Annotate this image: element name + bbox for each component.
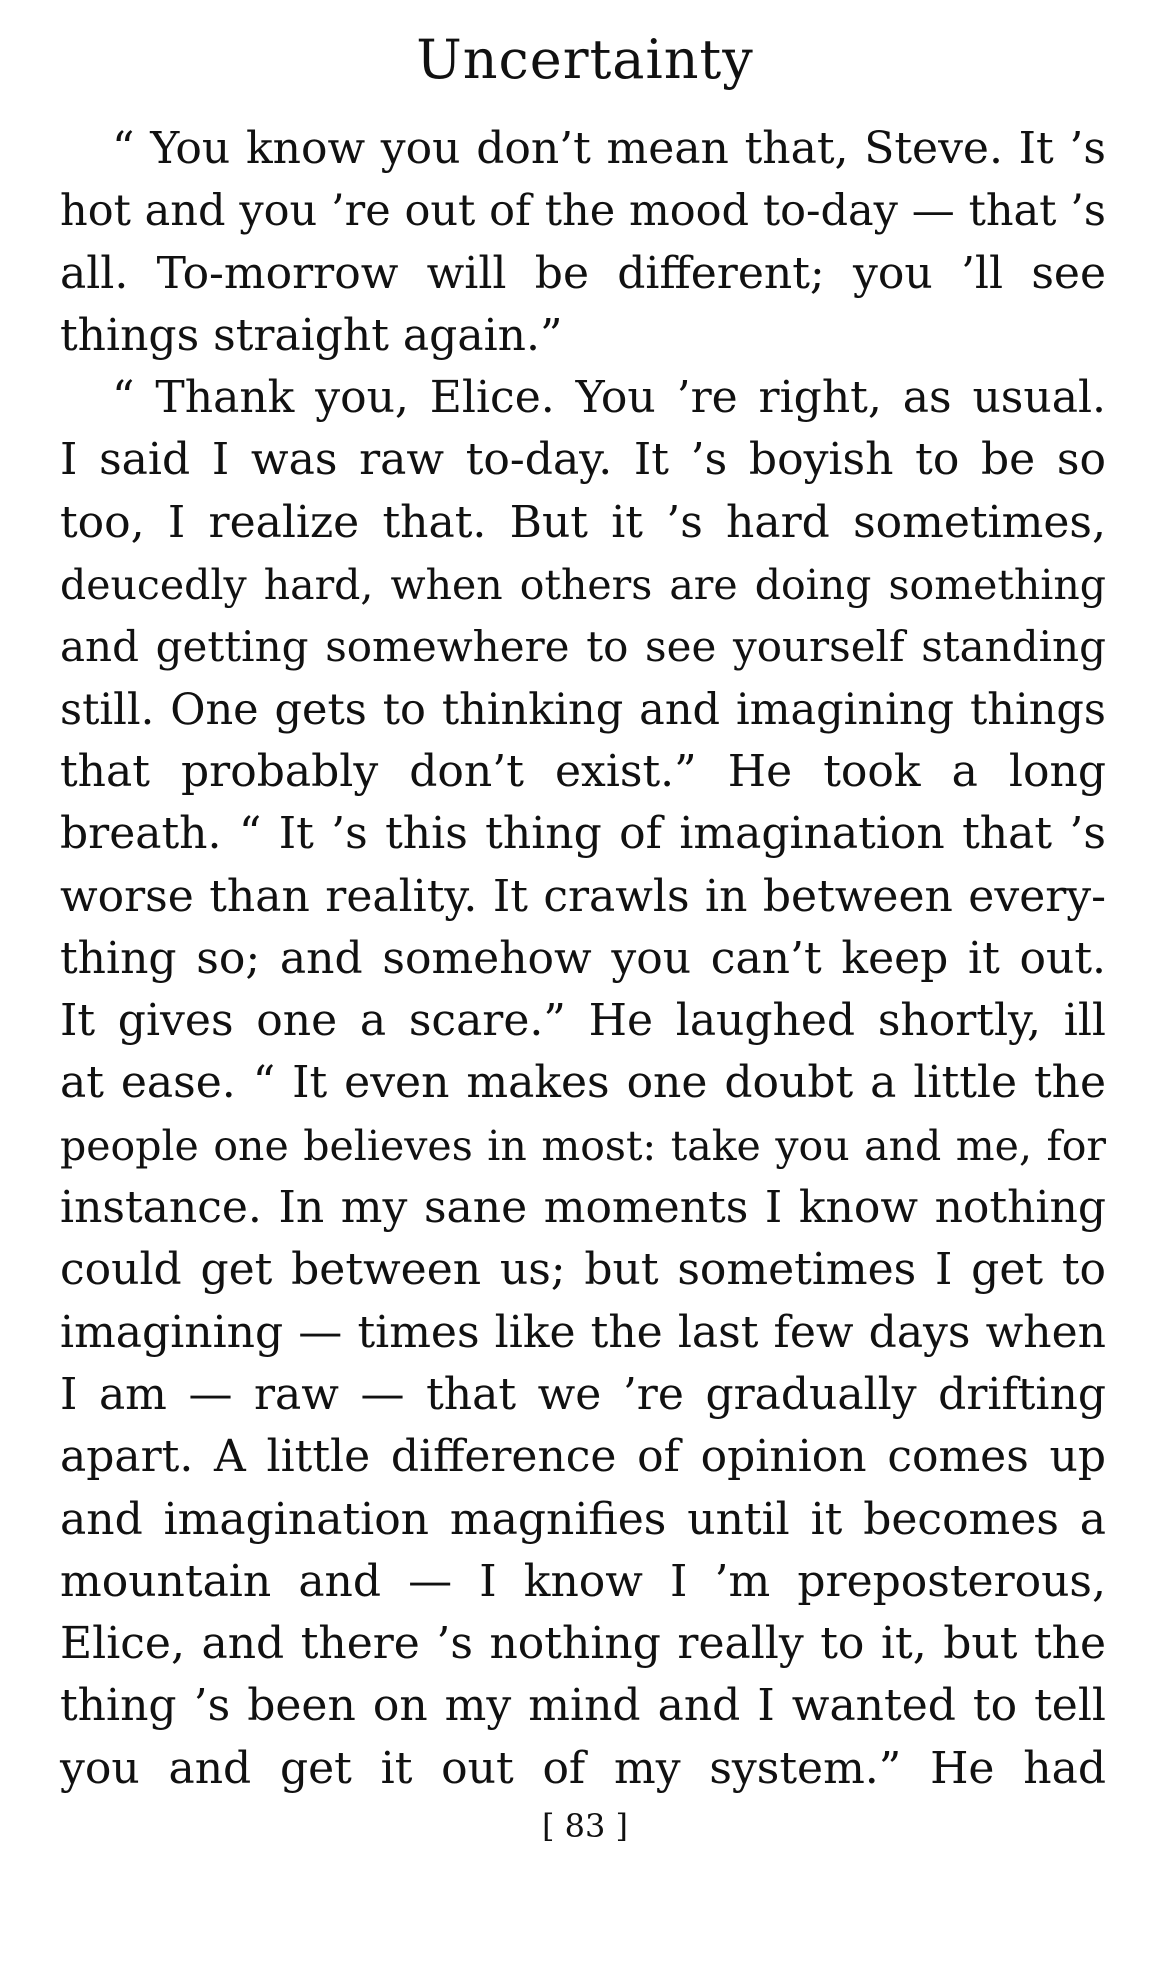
text-line: thing ’s been on my mind and I wanted to tell xyxy=(60,1680,1106,1732)
text-line: I am — raw — that we ’re gradually drifting xyxy=(60,1368,1106,1420)
text-line: thing so; and somehow you can’t keep it out. xyxy=(60,932,1106,984)
text-line: all. To-morrow will be different; you ’ll see xyxy=(60,247,1106,299)
page-number: [ 83 ] xyxy=(541,1807,629,1845)
text-line: still. One gets to thinking and imagining things xyxy=(60,684,1106,735)
text-line: and getting somewhere to see yourself standing xyxy=(60,622,1106,672)
text-line: at ease. “ It even makes one doubt a little the xyxy=(60,1057,1106,1109)
text-line: could get between us; but sometimes I get to xyxy=(60,1244,1106,1296)
text-line: I said I was raw to-day. It ’s boyish to be so xyxy=(60,434,1106,486)
text-line: people one believes in most: take you and me, for xyxy=(60,1121,1106,1170)
text-line: “ Thank you, Elice. You ’re right, as usual. xyxy=(112,372,1106,424)
text-line: Elice, and there ’s nothing really to it, but the xyxy=(60,1618,1106,1670)
text-line: It gives one a scare.” He laughed shortly, ill xyxy=(60,995,1106,1047)
text-line: instance. In my sane moments I know nothing xyxy=(60,1182,1106,1234)
text-line: that probably don’t exist.” He took a long xyxy=(60,745,1106,797)
text-line: and imagination magnifies until it becomes a xyxy=(60,1493,1106,1545)
text-line: breath. “ It ’s this thing of imagination that ’s xyxy=(60,808,1106,860)
text-line: hot and you ’re out of the mood to-day — that ’s xyxy=(60,186,1106,237)
body-text xyxy=(60,118,1106,1800)
text-line: imagining — times like the last few days when xyxy=(60,1306,1106,1358)
text-line: mountain and — I know I ’m preposterous, xyxy=(60,1555,1106,1607)
text-line: apart. A little difference of opinion comes up xyxy=(60,1431,1106,1483)
text-line: you and get it out of my system.” He had xyxy=(60,1742,1106,1794)
text-line: too, I realize that. But it ’s hard sometimes, xyxy=(60,496,1106,548)
text-line: “ You know you don’t mean that, Steve. It ’s xyxy=(112,123,1106,174)
text-line: deucedly hard, when others are doing something xyxy=(60,561,1106,610)
running-head: Uncertainty xyxy=(416,28,754,91)
text-line: worse than reality. It crawls in between every- xyxy=(60,870,1106,922)
text-line: things straight again.” xyxy=(60,309,563,361)
